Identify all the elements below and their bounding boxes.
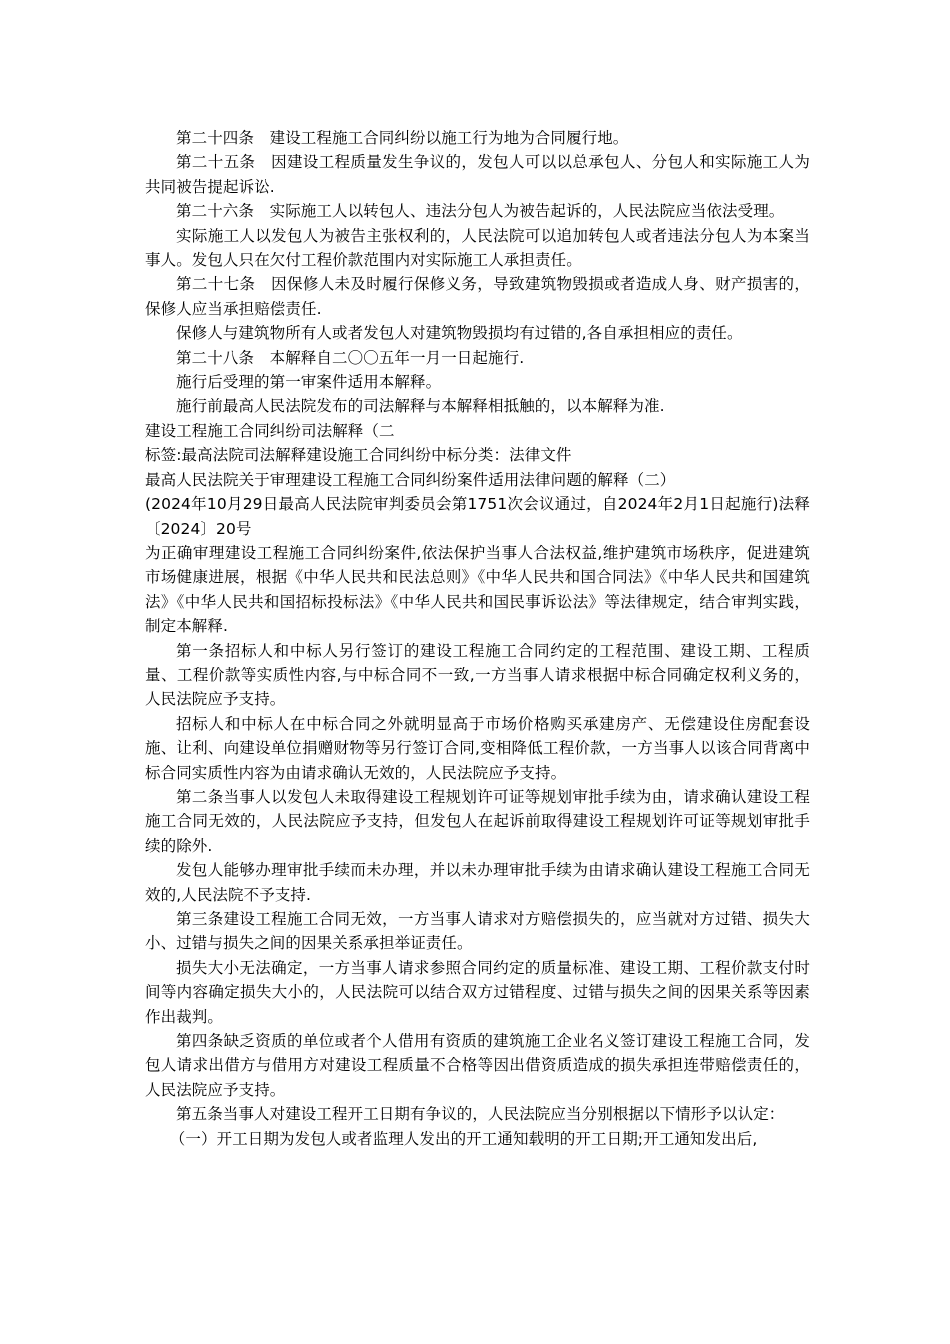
section-heading: 建设工程施工合同纠纷司法解释（二 xyxy=(145,421,395,440)
paragraph: 第二十四条 建设工程施工合同纠纷以施工行为地为合同履行地。 xyxy=(176,129,629,147)
paragraph: 第二十六条 实际施工人以转包人、违法分包人为被告起诉的，人民法院应当依法受理。 xyxy=(176,202,785,221)
article-4: 第四条缺乏资质的单位或者个人借用有资质的建筑施工企业名义签订建设工程施工合同，发包人请求出借方与借用方对建设工程质量不合格等因出借资质造成的损失承担连带赔偿责任的，人民法院应予支持。 xyxy=(145,1032,810,1099)
article-2: 第二条当事人以发包人未取得建设工程规划许可证等规划审批手续为由，请求确认建设工程施工合同无效的，人民法院应予支持，但发包人在起诉前取得建设工程规划许可证等规划审批手续的除外. xyxy=(145,787,810,855)
article-5: 第五条当事人对建设工程开工日期有争议的，人民法院应当分别根据以下情形予以认定： xyxy=(176,1105,785,1124)
paragraph: 第二十八条 本解释自二〇〇五年一月一日起施行. xyxy=(176,348,525,367)
preamble: 为正确审理建设工程施工合同纠纷案件,依法保护当事人合法权益,维护建筑市场秩序，促进建筑市场健康进展，根据《中华人民共和民法总则》《中华人民共和国合同法》《中华人民共和国建筑法》《中华人民共和国招标投标法》《中华人民共和国民事诉讼法》等法律规定，结合审判实践，制定本解释. xyxy=(145,543,810,636)
tags-line: 标签:最高法院司法解释建设施工合同纠纷中标分类：法律文件 xyxy=(145,446,572,465)
article-3: 第三条建设工程施工合同无效，一方当事人请求对方赔偿损失的，应当就对方过错、损失大小、过错与损失之间的因果关系承担举证责任。 xyxy=(145,910,810,953)
paragraph: 第二十七条 因保修人未及时履行保修义务，导致建筑物毁损或者造成人身、财产损害的，保修人应当承担赔偿责任. xyxy=(145,275,810,318)
paragraph: 第二十五条 因建设工程质量发生争议的，发包人可以以总承包人、分包人和实际施工人为共同被告提起诉讼. xyxy=(145,153,810,196)
article-1: 第一条招标人和中标人另行签订的建设工程施工合同约定的工程范围、建设工期、工程质量、工程价款等实质性内容,与中标合同不一致,一方当事人请求根据中标合同确定权利义务的，人民法院应予支持。 xyxy=(145,641,810,709)
paragraph: 施行后受理的第一审案件适用本解释。 xyxy=(176,373,442,392)
paragraph: 实际施工人以发包人为被告主张权利的，人民法院可以追加转包人或者违法分包人为本案当事人。发包人只在欠付工程价款范围内对实际施工人承担责任。 xyxy=(145,226,810,270)
paragraph: 损失大小无法确定，一方当事人请求参照合同约定的质量标准、建设工期、工程价款支付时间等内容确定损失大小的，人民法院可以结合双方过错程度、过错与损失之间的因果关系等因素作出裁判。 xyxy=(145,958,810,1026)
document-page xyxy=(145,126,810,1151)
list-item: （一）开工日期为发包人或者监理人发出的开工通知载明的开工日期;开工通知发出后, xyxy=(169,1129,758,1148)
paragraph: 施行前最高人民法院发布的司法解释与本解释相抵触的，以本解释为准. xyxy=(176,397,665,416)
paragraph: 发包人能够办理审批手续而未办理，并以未办理审批手续为由请求确认建设工程施工合同无效的,人民法院不予支持. xyxy=(145,861,810,904)
adoption-note: (2024年10月29日最高人民法院审判委员会第1751次会议通过，自2024年2月1日起施行)法释〔2024〕20号 xyxy=(145,495,810,538)
paragraph: 保修人与建筑物所有人或者发包人对建筑物毁损均有过错的,各自承担相应的责任。 xyxy=(176,324,743,343)
paragraph: 招标人和中标人在中标合同之外就明显高于市场价格购买承建房产、无偿建设住房配套设施、让利、向建设单位捐赠财物等另行签订合同,变相降低工程价款，一方当事人以该合同背离中标合同实质性内容为由请求确认无效的，人民法院应予支持。 xyxy=(145,714,810,782)
document-title: 最高人民法院关于审理建设工程施工合同纠纷案件适用法律问题的解释（二） xyxy=(145,470,676,489)
